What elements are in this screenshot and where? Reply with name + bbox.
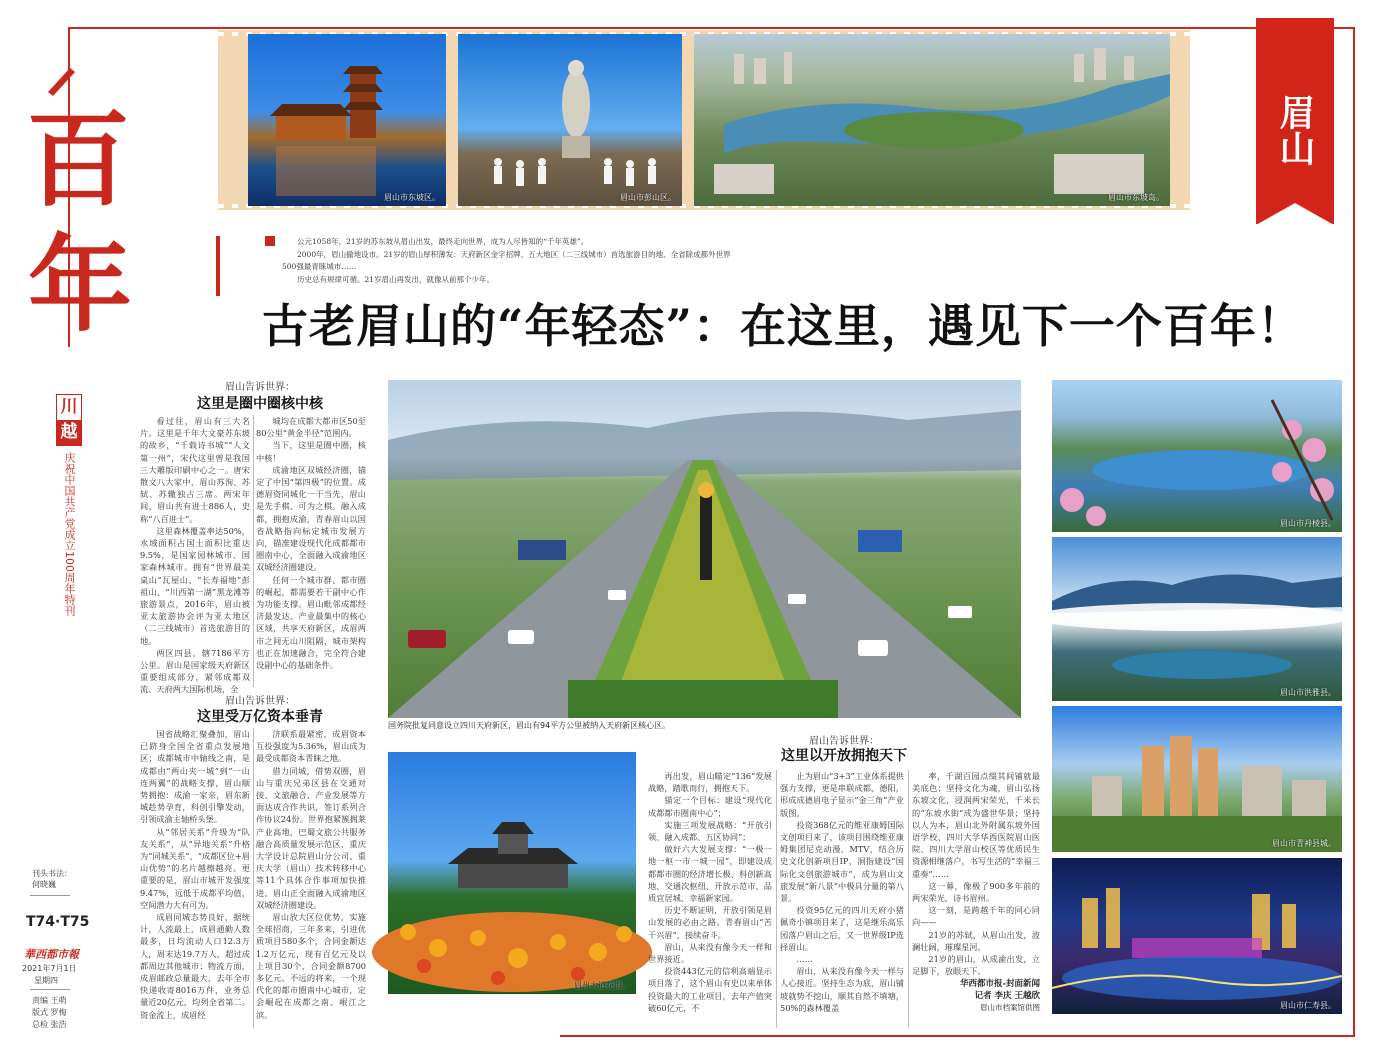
section2-c1-p3: 成眉同城态势良好，据统计，人流最上，成眉通勤人数最多，日均流动人口12.3万人，周末达19.7万人，超过成都周边其他城市；物流方面，成眉邮政总量最大，去年全市快递收寄8016万件，业务总量近20亿元，均列全省第二。资金流上，成眉经	[140, 912, 250, 1020]
caption-meizhou-avenue: 眉州大道花海。	[574, 981, 630, 990]
section3-c2-p2: 投资368亿元的维亚康姆国际文创项目来了，该项目围绕维亚康姆集团尼克动漫、MTV，结合历史文化创新项目IP，洞指建设“国际化文创旅游城市”，成为眉山文旅发展“新八景”中极具分量的第八景。	[780, 819, 904, 904]
intro-line-2: 2000年，眉山撤地设市。21岁的眉山厚积薄发：天府新区金字招牌、五大地区（二三线城市）首选旅游目的地、全省除成都外世界500强最青睐城市……	[282, 249, 731, 271]
section1-c2-p4: 任何一个城市群、都市圈的崛起，都需要若干副中心作为功能支撑。眉山毗邻成都经济最发达、产业最集中的核心区域，共享天府新区，成眉两市之间无山川阻隔，城市架构也正在加速融合，完全符合建设副中心的基础条件。	[256, 574, 366, 671]
section3-c2-p5: 眉山，从来没有像今天一样与人心接近。坚持生态为底，眉山铺坡就势不挖山，顺其自然不填塘，50%的森林覆盖	[780, 966, 904, 1013]
section2-kicker: 眉山告诉世界：	[225, 696, 295, 707]
caption-tianfu-highway: 国务院批复同意设立四川天府新区，眉山有94平方公里被纳入天府新区核心区。	[388, 721, 671, 730]
frame-right-rule	[1353, 27, 1355, 1037]
checker-credit: 总检 张浩	[32, 1020, 67, 1029]
section1-c1-p3: 两区四县，辖7186平方公里。眉山是国家级天府新区重要组成部分，紧邻成都双流、天府两大国际机场，全	[140, 647, 250, 695]
photo-dongpo-island	[694, 34, 1170, 206]
intro-line-1: 公元1058年，21岁的苏东坡从眉山出发，最终走向世界，成为人尽皆知的“千年英雄”。	[297, 237, 589, 246]
section3-kicker: 眉山告诉世界：	[809, 736, 879, 747]
section1-c2-p1: 城均在成都大都市区50至80公里“黄金半径”范围内。	[256, 416, 366, 439]
sidebar-divider-2	[30, 989, 70, 990]
issue-date: 2021年7月1日	[22, 964, 77, 973]
brand-bai: 百	[26, 98, 131, 221]
section2-c2-p2: 借力同城，借势双圈，眉山与重庆兄弟区县在交通对接、文旅融合、产业发展等方面达成合作共识，签订系列合作协议24份。世界抱紧簇拥莱产业高地，巴蜀文旅公共服务融合高质量发展示范区，重庆大学设计总院眉山分公司、重庆大学（眉山）技术转移中心等11个具体合作事项加快推进，眉山正全面融入成渝地区双城经济圈建设。	[256, 765, 366, 910]
section2-c1-p1: 国省战略汇聚叠加，眉山已跻身全国全省重点发展地区；成都城市中轴线之南，是成都由“两山夹一城”到“一山连两翼”的战略支撑，眉山顺势拥抱：成渝一家亲，眉东新城趁势孕育，科创引擎发动，引领成渝主轴桥头堡。	[140, 729, 250, 825]
chuanyue-badge	[56, 394, 82, 446]
quote-icon	[265, 236, 275, 246]
sidebar-divider	[30, 895, 70, 896]
section3-c2-p1: 止为眉山“3+3”工业体系提供强力支撑，更是串联成都、德阳，形成成德眉电子显示“金三角”产业版图。	[780, 771, 904, 818]
section3-c1-p7: 投资443亿元的信利高端显示项目落了，这个眉山有史以来单体投资最大的工业项目，去年产值突破60亿元，不	[648, 966, 772, 1013]
section3-c3-p1: 率，千湖百园点缀其间铺就最美底色；坚持文化为魂，眉山弘扬东坡文化，浸润两宋荣光，千米长的“东坡水街”成为盛世华景；坚持以人为本，眉山北外附属东坡外国语学校、四川大学华西医院眉山医院、四川大学眉山校区等优质民生资源相继落户，书写生活的“幸福三重奏”……	[912, 771, 1040, 879]
byline-paper: 华西都市报-封面新闻	[959, 979, 1040, 989]
photo-dongpo-district	[248, 34, 446, 206]
section3-c2-p4: ……	[796, 954, 813, 965]
caption-hongya: 眉山市洪雅县。	[1280, 688, 1336, 697]
kantou-name: 何晓巍	[32, 880, 56, 889]
pagoda-image	[248, 34, 446, 206]
region-tab-label: 眉山	[1274, 94, 1316, 166]
section3-c2-p3: 投资95亿元的四川天府小猪佩奇小镇项目来了，这是继乐高乐园落户眉山之后，又一世界级IP选择眉山。	[780, 905, 904, 952]
photo-hongya	[1052, 537, 1342, 701]
section1-c2-p2: 当下，这里是圈中圈，核中核！	[256, 440, 366, 463]
kantou-label: 刊头书法：	[32, 869, 72, 878]
chuanyue-top: 川	[60, 397, 78, 417]
editor-credit: 责编 王萌	[32, 996, 67, 1005]
column-divider	[908, 770, 909, 1028]
section1-column-2	[256, 415, 366, 687]
aerial-island-image	[694, 34, 1170, 206]
byline-reporters: 记者 李庆 王越欣	[974, 991, 1040, 1001]
section3-c1-p2: 锚定一个目标：建设“现代化成都都市圈南中心”；	[648, 795, 772, 818]
frame-top-rule	[68, 27, 1355, 29]
photo-renshou	[1052, 858, 1342, 1014]
section3-c1-p1: 再出发，眉山瞄定“136”发展战略，踏歌而行，拥抱天下。	[648, 771, 772, 794]
headline: 古老眉山的“年轻态”：在这里，遇见下一个百年！	[262, 299, 1304, 353]
chuanyue-bottom: 越	[57, 420, 81, 445]
column-divider	[776, 770, 777, 1028]
caption-qingshen: 眉山市青神县城。	[1272, 839, 1336, 848]
special-edition-label: 庆祝中国共产党成立100周年特刊	[63, 452, 76, 616]
section3-c3-p4: 21岁的苏轼，从眉山出发，波澜壮阔，璀璨星河。	[912, 929, 1040, 952]
section2-c2-p3: 眉山放大区位优势，实施全球招商，三年多来，引进优质项目580多个，合同金额达1.2万亿元，现有百亿元及以上项目30个，合同金额8700多亿元。不远的将来，一个现代化的都市圈南中心城市，定会崛起在成都之南、岷江之滨。	[256, 912, 366, 1020]
photo-tianfu-highway	[388, 380, 1021, 718]
section2-c2-p1: 济联系最紧密，成眉资本互投强度为5.36%，眉山成为最受成都资本青睐之地。	[256, 729, 366, 764]
section1-c1-p1: 看过往，眉山有三大名片。这里是千年大文豪苏东坡的故乡，“千载诗书城”“人文第一州”，宋代这里曾是我国三大雕版印刷中心之一。唐宋散文八大家中，眉山苏洵、苏轼、苏辙独占三席。两宋年间，眉山共有进士886人，史称“八百进士”。	[140, 416, 250, 524]
county-town-image	[1052, 706, 1342, 852]
section3-c1-p5: 历史不断证明，开放引领是眉山发展的必由之路。青春眉山“苦干兴眉”，接续奋斗。	[648, 905, 772, 940]
photo-pengshan-district	[458, 34, 682, 206]
issue-weekday: 星期四	[34, 976, 58, 985]
caption-pengshan-district: 眉山市彭山区。	[620, 193, 676, 202]
section1-c1-p2: 这里森林覆盖率达50%，水域面积占国土面积比重达9.5%，是国家园林城市、国家森林城市。拥有“世界最美桌山”瓦屋山、“长寿福地”彭祖山、“川西第一湖”黑龙滩等旅游景点，2016年，眉山被亚太旅游协会评为亚太地区（二三线城市）首选旅游目的地。	[140, 525, 250, 646]
party-emblem-icon	[40, 58, 82, 100]
section3-c1-p3: 实施三项发展战略：“开放引领、融入成都、五区协同”；	[648, 819, 772, 843]
caption-danling: 眉山市丹棱县。	[1280, 519, 1336, 528]
caption-renshou: 眉山市仁寿县。	[1280, 1001, 1336, 1010]
section3-c1-p6: 眉山，从来没有像今天一样和世界接近。	[648, 941, 772, 965]
caption-dongpo-district: 眉山市东坡区。	[384, 193, 440, 202]
page-numbers: T74·T75	[26, 914, 90, 930]
section3-column-1	[648, 770, 772, 1028]
section1-title: 这里是圈中圈核中核	[197, 396, 323, 412]
photo-danling	[1052, 380, 1342, 532]
section3-column-2	[780, 770, 904, 1028]
photo-meizhou-avenue	[388, 752, 636, 994]
section1-c2-p3: 成渝地区双城经济圈，锚定了中国“第四极”的位置。成德眉资同城化一干当先，眉山是先手棋、可为之棋。融入成都，拥抱成渝，青春眉山以国省战略指向标定城市发展方向，锚准建设现代化成都都市圈南中心，全面融入成渝地区双城经济圈建设。	[256, 464, 366, 573]
photo-qingshen	[1052, 706, 1342, 852]
byline-block	[912, 978, 1040, 1014]
section2-column-2	[256, 728, 366, 1028]
intro-line-3: 历史总有规律可循。21岁眉山再发出，就像从前那个少年。	[297, 274, 495, 284]
region-tab	[1256, 18, 1334, 224]
frame-bottom-rule	[560, 1035, 1355, 1037]
column-divider	[253, 728, 254, 1028]
section3-title: 这里以开放拥抱天下	[781, 748, 907, 764]
section3-c3-p5: 21岁的眉山，从成渝出发，立足脚下，放眼天下。	[912, 954, 1040, 977]
byline-photo-credit: 眉山市档案馆供图	[980, 1003, 1040, 1012]
caption-dongpo-island: 眉山市东坡岛。	[1108, 193, 1164, 202]
lake-blossom-image	[1052, 380, 1342, 532]
section2-c1-p2: 从“邻居关系”升级为“队友关系”，从“异地关系”升格为“同城关系”，“成都区位+眉山优势”的名片越擦越亮。更重要的是，眉山市城开发强度9.47%，远低于成都平均值，空间潜力大有可为。	[140, 826, 250, 910]
section2-title: 这里受万亿资本垂青	[197, 709, 323, 725]
brand-nian: 年	[28, 223, 133, 346]
column-divider	[253, 415, 254, 687]
sea-of-clouds-image	[1052, 537, 1342, 701]
highway-image	[388, 380, 1021, 718]
section3-c1-p4: 做好六大发展支撑：“一极一地一枢一市一城一园”，即建设成都都市圈的经济增长极、科创新高地、交通次枢纽、开放示范市、品质宜居城、幸福新家园。	[648, 844, 772, 904]
layout-credit: 版式 罗梅	[32, 1008, 67, 1017]
red-marker	[216, 236, 220, 296]
flower-field-image	[388, 752, 636, 994]
section3-c3-p3: 这一刻，是跨越千年的同心同向——	[912, 905, 1040, 928]
night-city-image	[1052, 858, 1342, 1014]
section1-kicker: 眉山告诉世界：	[225, 382, 295, 393]
paper-logo: 華西都市報	[24, 948, 79, 961]
section2-column-1	[140, 728, 250, 1028]
section1-column-1	[140, 415, 250, 695]
intro-block	[282, 236, 732, 286]
section3-column-3	[912, 770, 1040, 976]
statue-image	[458, 34, 682, 206]
section3-c3-p2: 这一幕，像极了900多年前的两宋荣光，诗书眉州。	[912, 880, 1040, 904]
